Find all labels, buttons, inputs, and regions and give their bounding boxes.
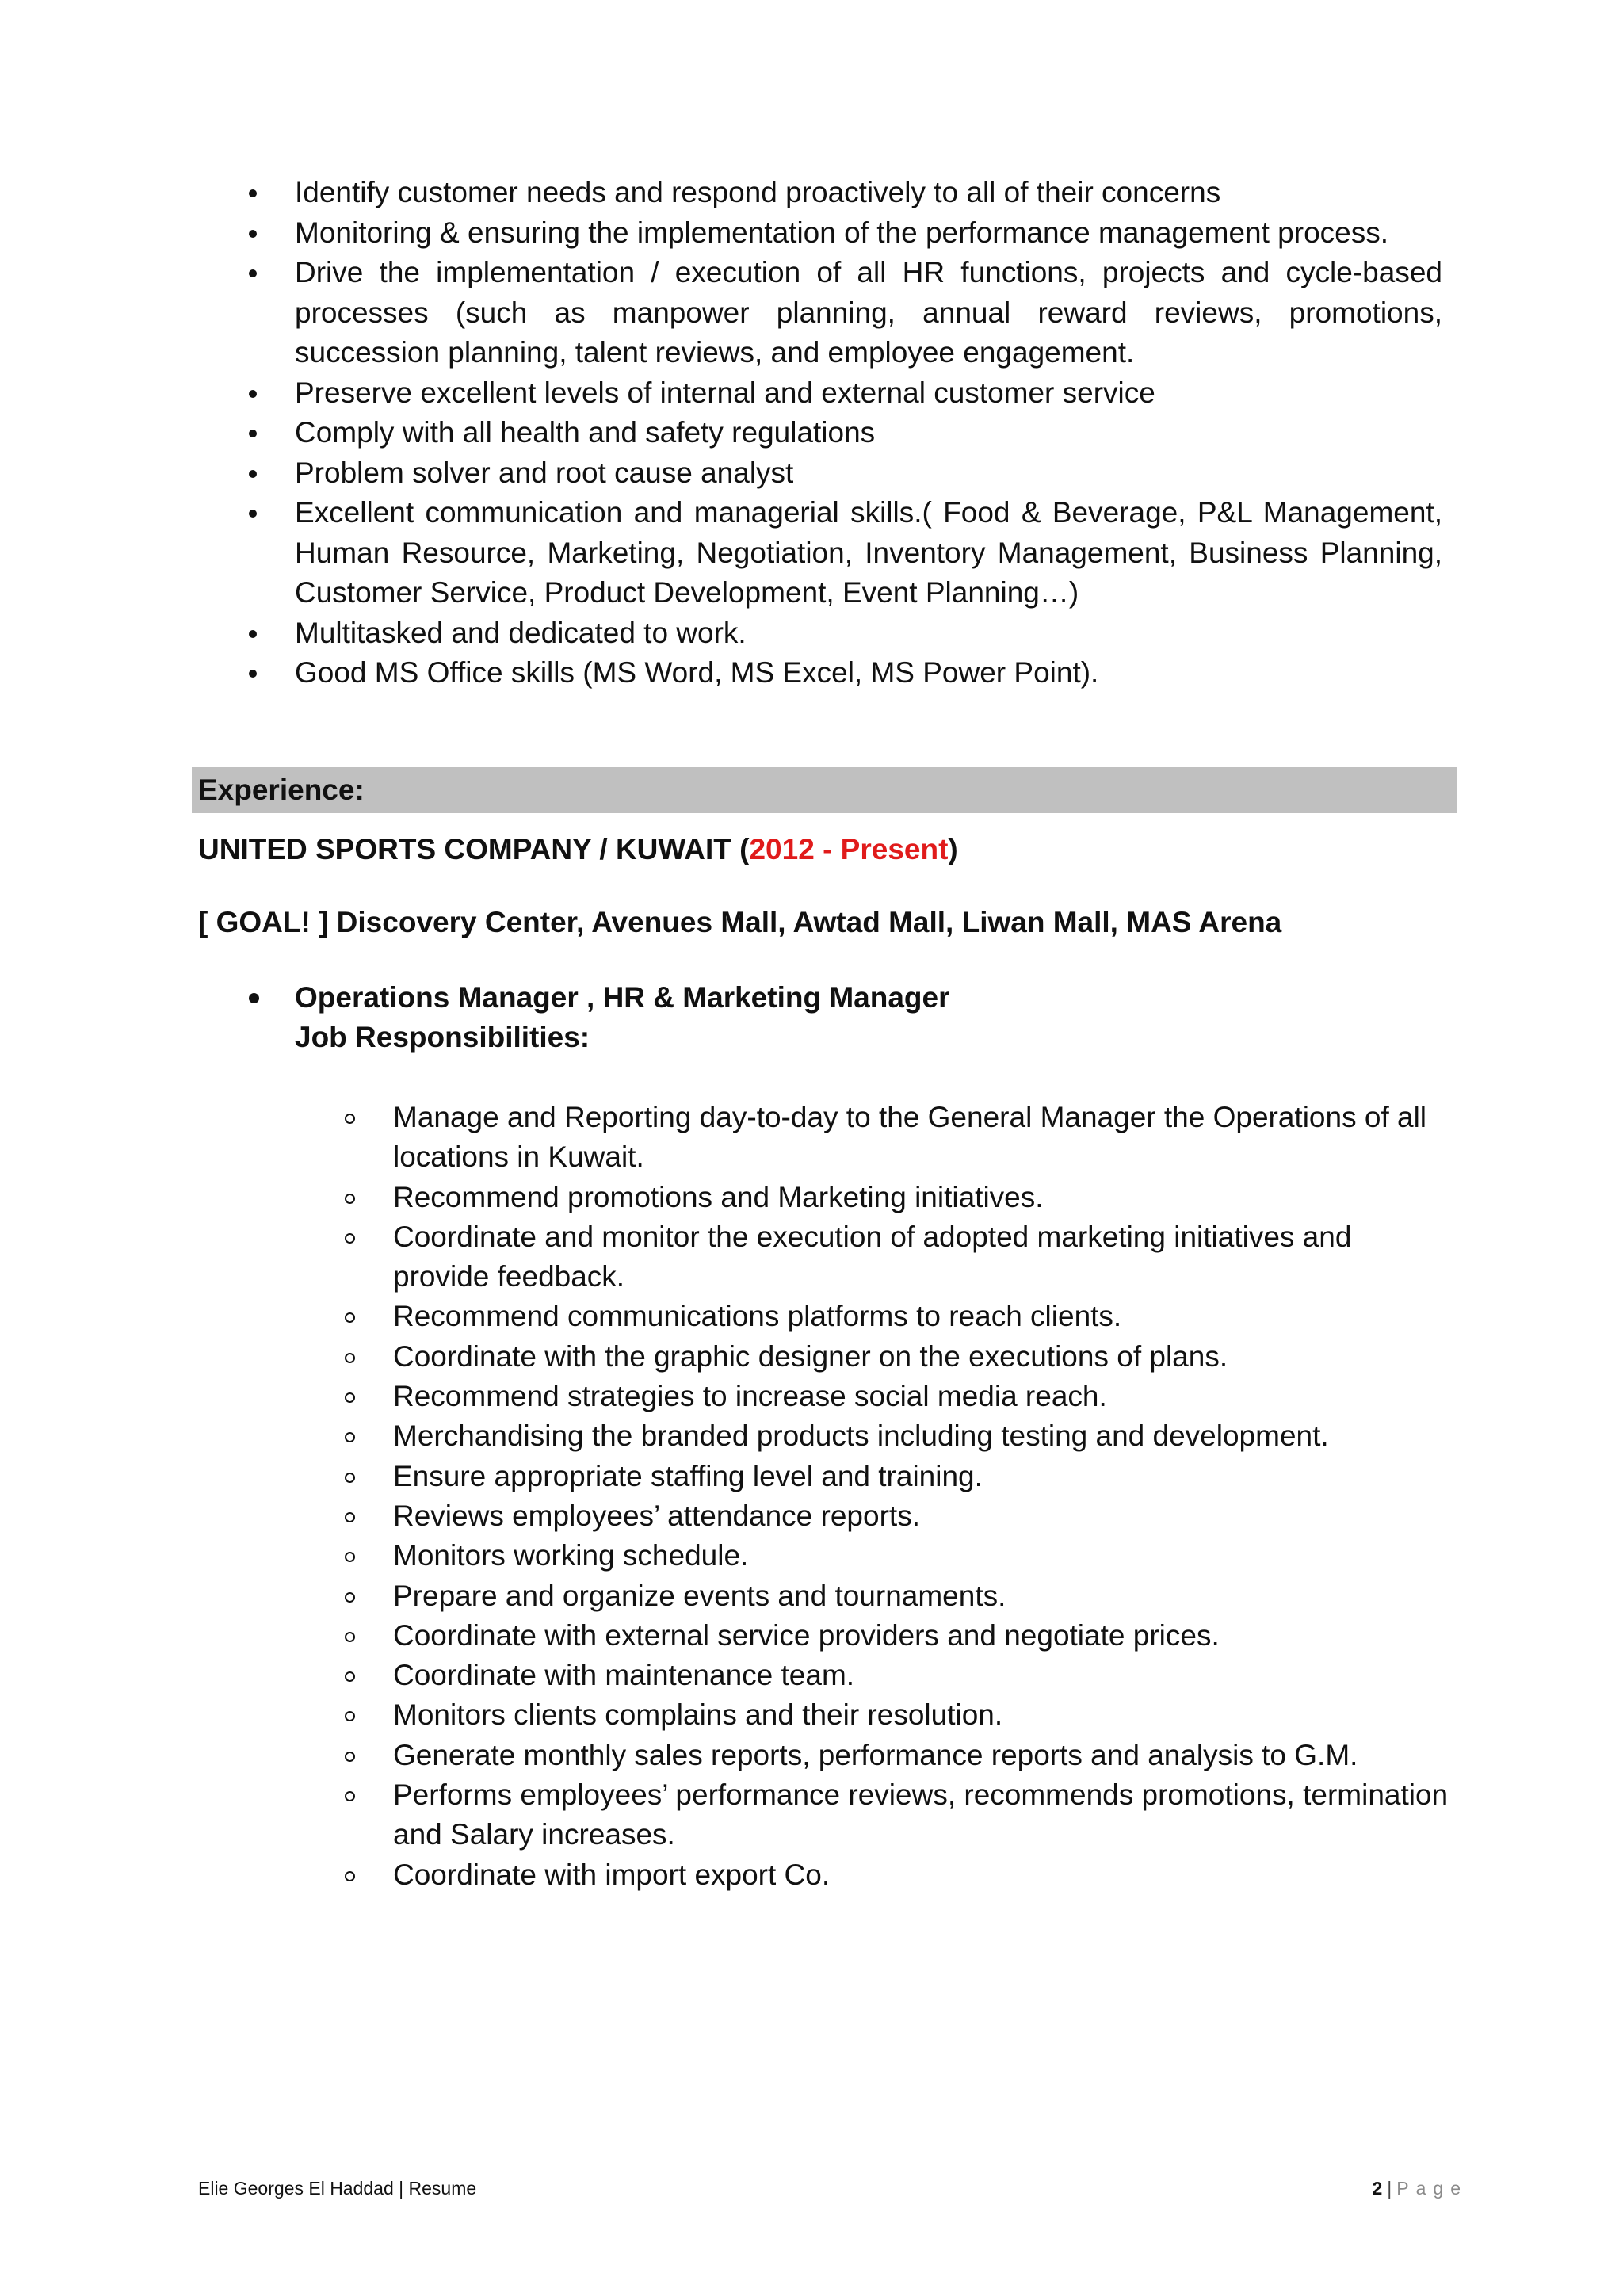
footer-title: Elie Georges El Haddad | Resume [198,2178,477,2199]
circle-bullet-icon [345,1473,355,1483]
circle-bullet-icon [345,1711,355,1721]
bullet-icon [249,230,257,238]
page-number: 2 [1372,2178,1383,2199]
company-locations: [ GOAL! ] Discovery Center, Avenues Mall, Awtad Mall, Liwan Mall, MAS Arena [198,906,1282,938]
bullet-icon [249,390,257,398]
list-item: Coordinate with import export Co. [341,1855,1450,1895]
list-item: Recommend strategies to increase social media reach. [341,1377,1450,1416]
list-item: Reviews employees’ attendance reports. [341,1496,1450,1536]
bullet-icon [249,269,257,277]
circle-bullet-icon [345,1432,355,1442]
circle-bullet-icon [345,1353,355,1363]
list-item: Recommend promotions and Marketing initiatives. [341,1178,1450,1217]
section-heading: Experience: [198,774,365,806]
company-name: UNITED SPORTS COMPANY / KUWAIT ( [198,833,750,865]
list-item: Drive the implementation / execution of all HR functions, projects and cycle-based processes (such as manpower planning, annual reward reviews, promotions, succession planning, talent reviews, and employee engagement. [238,253,1442,373]
experience-section-bar [192,767,1457,813]
company-period: 2012 - Present [749,833,949,865]
bullet-icon [249,510,257,518]
list-item: Prepare and organize events and tournaments. [341,1576,1450,1616]
circle-bullet-icon [345,1312,355,1323]
list-item: Coordinate and monitor the execution of adopted marketing initiatives and provide feedback. [341,1217,1450,1297]
circle-bullet-icon [345,1791,355,1801]
circle-bullet-icon [345,1114,355,1124]
circle-bullet-icon [345,1671,355,1682]
list-item: Problem solver and root cause analyst [238,453,1442,494]
page-label: Page [1396,2178,1468,2199]
list-item: Recommend communications platforms to reach clients. [341,1297,1450,1336]
role-subtitle: Job Responsibilities: [295,1021,590,1053]
list-item: Comply with all health and safety regulations [238,413,1442,453]
circle-bullet-icon [345,1512,355,1522]
list-item: Good MS Office skills (MS Word, MS Excel, MS Power Point). [238,653,1442,693]
bullet-icon [249,470,257,478]
list-item: Coordinate with maintenance team. [341,1656,1450,1695]
list-item: Excellent communication and managerial skills.( Food & Beverage, P&L Management, Human Resource, Marketing, Negotiation, Inventory Management, Business Planning, Customer Service, Product Development, Event Planning…) [238,493,1442,613]
list-item: Multitasked and dedicated to work. [238,613,1442,654]
role-block [238,978,950,1057]
circle-bullet-icon [345,1552,355,1562]
company-close: ) [948,833,958,865]
list-item: Merchandising the branded products including testing and development. [341,1416,1450,1456]
responsibilities-list [341,1098,1450,1895]
list-item: Performs employees’ performance reviews, recommends promotions, termination and Salary increases. [341,1775,1450,1855]
list-item: Monitors working schedule. [341,1536,1450,1576]
circle-bullet-icon [345,1233,355,1244]
list-item: Ensure appropriate staffing level and training. [341,1457,1450,1496]
company-line [198,831,958,869]
list-item: Coordinate with external service providers and negotiate prices. [341,1616,1450,1656]
list-item: Generate monthly sales reports, performance reports and analysis to G.M. [341,1736,1450,1775]
list-item: Identify customer needs and respond proactively to all of their concerns [238,173,1442,213]
circle-bullet-icon [345,1194,355,1204]
circle-bullet-icon [345,1752,355,1762]
list-item: Preserve excellent levels of internal and external customer service [238,373,1442,414]
bullet-icon [249,430,257,437]
skills-list [238,173,1442,693]
list-item: Monitors clients complains and their resolution. [341,1695,1450,1735]
bullet-icon [249,670,257,678]
list-item: Manage and Reporting day-to-day to the General Manager the Operations of all locations in Kuwait. [341,1098,1450,1178]
bullet-icon [249,189,257,197]
role-title: Operations Manager , HR & Marketing Manager [295,981,950,1014]
circle-bullet-icon [345,1392,355,1403]
list-item: Coordinate with the graphic designer on the executions of plans. [341,1337,1450,1377]
circle-bullet-icon [345,1592,355,1603]
circle-bullet-icon [345,1632,355,1642]
bullet-icon [249,993,259,1003]
page-separator: | [1387,2178,1392,2199]
list-item: Monitoring & ensuring the implementation of the performance management process. [238,213,1442,254]
circle-bullet-icon [345,1871,355,1881]
page-indicator [1373,2176,1468,2200]
bullet-icon [249,630,257,638]
